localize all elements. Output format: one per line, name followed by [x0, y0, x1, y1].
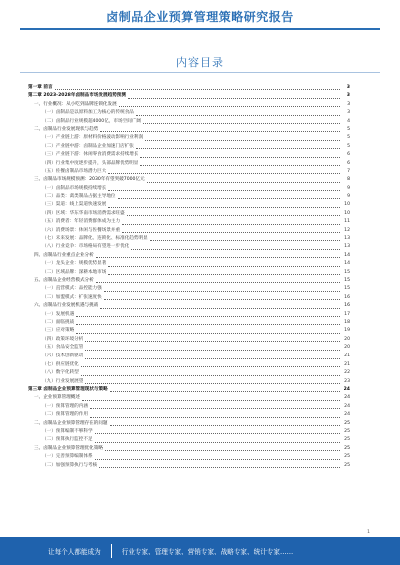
toc-leader-dots [90, 417, 340, 418]
footer-slogan: 让每个人都能成为 [48, 548, 101, 556]
toc-leader-dots [82, 400, 340, 401]
toc-entry[interactable] [28, 445, 350, 453]
toc-entry-page: 6 [347, 160, 350, 166]
toc-entry[interactable] [28, 260, 350, 268]
toc-entry-page: 16 [344, 294, 350, 300]
toc-leader-dots [136, 148, 340, 149]
toc-leader-dots [95, 442, 340, 443]
toc-entry-label: （三）产业链下游：休闲零食消费需求持续增长 [42, 152, 139, 158]
toc-entry[interactable] [28, 84, 350, 92]
toc-entry-page: 8 [347, 177, 350, 183]
toc-entry-label: （一）预算编制不够科学 [42, 429, 93, 434]
toc-entry-label: （二）加强预算执行与考核 [42, 462, 98, 468]
toc-leader-dots [128, 98, 340, 99]
toc-entry-label: （一）预算管理的内涵 [42, 403, 88, 409]
toc-entry-page: 20 [344, 345, 350, 351]
toc-entry[interactable] [28, 294, 350, 302]
toc-leader-dots [96, 282, 340, 283]
toc-entry[interactable] [28, 201, 350, 209]
toc-leader-dots [104, 291, 340, 292]
toc-entry-label: 五、卤制品企业经营模式分析 [34, 277, 94, 283]
toc-leader-dots [122, 224, 340, 225]
toc-entry-page: 11 [344, 219, 350, 225]
toc-entry-label: （七）供应链优化 [42, 361, 79, 367]
toc-entry-page: 3 [346, 84, 350, 90]
toc-entry-page: 14 [344, 261, 350, 267]
toc-entry-page: 25 [344, 429, 350, 434]
toc-leader-dots [95, 459, 340, 460]
toc-entry[interactable] [28, 269, 350, 277]
toc-entry-page: 24 [344, 412, 350, 418]
toc-entry[interactable] [28, 193, 350, 201]
toc-leader-dots [118, 198, 340, 199]
toc-entry-label: （四）区域：华东华南市场消费需求旺盛 [42, 210, 125, 216]
toc-entry-label: （二）预算管理的作用 [42, 412, 88, 418]
toc-entry[interactable] [28, 143, 350, 151]
toc-entry[interactable] [28, 168, 350, 176]
toc-entry-page: 25 [344, 420, 350, 426]
toc-entry-page: 22 [344, 370, 350, 376]
toc-leader-dots [76, 324, 340, 325]
toc-entry-label: （二）面临挑战 [42, 319, 75, 325]
toc-entry-page: 14 [344, 252, 350, 258]
page-number: 1 [367, 530, 370, 535]
toc-leader-dots [147, 182, 340, 183]
toc-entry[interactable] [28, 394, 350, 402]
toc-leader-dots [110, 391, 340, 392]
toc-entry-page: 25 [344, 462, 350, 468]
toc-entry-page: 6 [347, 152, 350, 158]
toc-entry-page: 10 [344, 202, 350, 208]
header-divider [20, 28, 380, 30]
toc-entry[interactable] [28, 176, 350, 184]
toc-leader-dots [99, 467, 340, 468]
toc-entry-label: （八）行业竞争：市场格局有望进一步优化 [42, 244, 130, 250]
toc-entry[interactable] [28, 151, 350, 159]
toc-leader-dots [95, 433, 340, 434]
toc-entry-label: 第一章 前言 [28, 84, 53, 90]
toc-entry-label: （四）行业集中度逐步提升，头部品牌优势明显 [42, 160, 139, 166]
toc-entry[interactable] [28, 277, 350, 285]
toc-entry-label: 三、卤制品市场规模预测：2030年有望突破7000亿元 [34, 177, 145, 183]
report-title: 卤制品企业预算管理策略研究报告 [106, 10, 294, 24]
toc-entry-page: 9 [347, 194, 350, 200]
toc-entry[interactable] [28, 353, 350, 361]
toc-entry[interactable] [28, 453, 350, 461]
toc-leader-dots [85, 341, 340, 342]
toc-entry-label: （一）卤制品市场规模持续增长 [42, 185, 107, 191]
toc-entry[interactable] [28, 428, 350, 436]
toc-entry-page: 15 [344, 286, 350, 292]
toc-entry-page: 15 [344, 269, 350, 275]
toc-entry[interactable] [28, 134, 350, 142]
toc-leader-dots [140, 157, 340, 158]
toc-entry-label: （二）产业链中游：卤制品企业加速门店扩张 [42, 143, 134, 149]
toc-entry-label: （六）技术创新驱动 [42, 353, 84, 359]
toc-leader-dots [110, 425, 340, 426]
toc-entry-label: （三）渠道：线上渠道快速发展 [42, 202, 107, 208]
toc-entry-label: （二）区域品牌：深耕本地市场 [42, 269, 107, 275]
toc-entry[interactable] [28, 319, 350, 327]
toc-entry-page: 12 [344, 227, 350, 233]
toc-entry[interactable] [28, 420, 350, 428]
toc-entry[interactable] [28, 185, 350, 193]
toc-entry-page: 17 [344, 311, 350, 317]
toc-entry-page: 5 [347, 126, 350, 132]
toc-entry[interactable] [28, 252, 350, 260]
footer-banner [0, 537, 400, 565]
toc-entry[interactable] [28, 378, 350, 386]
toc-entry-page: 15 [344, 277, 350, 283]
toc-entry-page: 3 [347, 101, 350, 107]
toc-entry[interactable] [28, 369, 350, 377]
toc-leader-dots [119, 106, 340, 107]
toc-entry-label: （五）食品安全监管 [42, 345, 84, 351]
toc-entry-label: （二）卤制品行业规模超4000亿，市场空间广阔 [42, 118, 141, 124]
toc-leader-dots [131, 249, 340, 250]
toc-leader-dots [108, 274, 340, 275]
toc-leader-dots [108, 190, 340, 191]
toc-entry-page: 5 [347, 143, 350, 149]
toc-entry-label: 第三章 卤制品企业预算管理现状与策略 [28, 387, 108, 393]
toc-leader-dots [127, 215, 340, 216]
toc-entry-label: （二）品类：禽类制品占据主导地位 [42, 194, 116, 200]
toc-entry-page: 25 [344, 454, 350, 460]
toc-leader-dots [85, 358, 340, 359]
toc-leader-dots [76, 333, 340, 334]
toc-entry-page: 21 [344, 353, 350, 359]
toc-entry-label: 一、行业概况：从小吃到品牌连锁化发展 [34, 101, 117, 107]
toc-entry[interactable] [28, 344, 350, 352]
toc-entry-page: 23 [344, 378, 350, 384]
toc-entry-label: （一）卤制品是以原料加工为核心的传统食品 [42, 110, 134, 116]
toc-entry-page: 21 [344, 361, 350, 367]
toc-entry[interactable] [28, 336, 350, 344]
toc-entry[interactable] [28, 411, 350, 419]
toc-entry-page: 25 [344, 445, 350, 451]
toc-title: 内容目录 [176, 56, 224, 69]
toc-leader-dots [105, 450, 340, 451]
toc-entry-label: （二）加盟模式：扩张速度快 [42, 294, 102, 300]
toc-entry[interactable] [28, 327, 350, 335]
toc-leader-dots [140, 165, 340, 166]
toc-entry-page: 5 [347, 135, 350, 141]
toc-entry-label: （一）龙头企业：规模优势显著 [42, 261, 107, 267]
footer-separator [111, 544, 112, 558]
footer-expert-list: 行业专家、管理专家、营销专家、战略专家、统计专家…… [121, 548, 294, 556]
toc-entry-label: （一）直营模式：品控能力强 [42, 286, 102, 292]
toc-leader-dots [55, 89, 340, 90]
toc-leader-dots [76, 316, 340, 317]
toc-leader-dots [145, 140, 340, 141]
toc-leader-dots [100, 131, 340, 132]
toc-leader-dots [136, 115, 340, 116]
toc-leader-dots [108, 207, 340, 208]
toc-entry-label: （五）消费者：年轻消费群体成为主力 [42, 219, 121, 225]
toc-entry-label: 六、卤制品行业发展机遇与挑战 [34, 303, 99, 309]
toc-entry-label: （一）完善预算编制体系 [42, 454, 93, 460]
toc-leader-dots [85, 383, 340, 384]
toc-entry-label: （九）行业发展展望 [42, 378, 84, 384]
toc-entry-page: 20 [344, 336, 350, 342]
toc-entry[interactable] [28, 101, 350, 109]
toc-entry-page: 3 [347, 110, 350, 116]
toc-entry[interactable] [28, 218, 350, 226]
toc-leader-dots [122, 232, 340, 233]
toc-leader-dots [108, 266, 340, 267]
toc-entry[interactable] [28, 403, 350, 411]
toc-entry-page: 18 [344, 319, 350, 325]
table-of-contents [28, 84, 350, 470]
toc-entry-label: 三、卤制品企业预算管理优化策略 [34, 445, 103, 451]
toc-entry-label: （六）消费场景：休闲与佐餐场景并重 [42, 227, 121, 233]
toc-entry-label: （一）发展机遇 [42, 311, 75, 317]
toc-entry[interactable] [28, 227, 350, 235]
toc-leader-dots [108, 173, 340, 174]
toc-entry-label: 一、企业预算管理概述 [34, 395, 80, 401]
toc-entry-label: （三）应对策略 [42, 328, 75, 334]
toc-entry-page: 13 [344, 236, 350, 242]
toc-leader-dots [96, 257, 340, 258]
toc-leader-dots [150, 240, 340, 241]
toc-entry[interactable] [28, 160, 350, 168]
toc-entry-page: 13 [344, 244, 350, 250]
toc-entry[interactable] [28, 436, 350, 444]
toc-entry[interactable] [28, 243, 350, 251]
toc-entry-page: 19 [344, 328, 350, 334]
toc-leader-dots [90, 408, 340, 409]
toc-leader-dots [81, 375, 340, 376]
toc-entry-label: 二、卤制品企业预算管理存在的问题 [34, 420, 108, 426]
toc-entry[interactable] [28, 210, 350, 218]
toc-entry-label: （八）数字化转型 [42, 370, 79, 376]
toc-entry-label: （七）未来发展：品牌化、连锁化、标准化趋势明显 [42, 236, 148, 242]
toc-entry[interactable] [28, 92, 350, 100]
toc-title-divider [20, 72, 380, 73]
toc-entry[interactable] [28, 462, 350, 470]
toc-entry[interactable] [28, 361, 350, 369]
toc-leader-dots [85, 350, 340, 351]
toc-entry-label: （四）政策环境分析 [42, 336, 84, 342]
toc-entry-page: 9 [347, 185, 350, 191]
toc-entry-page: 10 [344, 210, 350, 216]
toc-leader-dots [143, 123, 340, 124]
toc-leader-dots [100, 308, 340, 309]
toc-entry-label: 第二章 2023-2028年卤制品市场发展趋势预测 [28, 93, 126, 99]
toc-entry-label: 二、卤制品行业发展现状与趋势 [34, 126, 99, 132]
toc-entry[interactable] [28, 302, 350, 310]
toc-entry-label: （一）产业链上游：原材料价格波动影响行业利润 [42, 135, 144, 141]
toc-entry-label: 四、卤制品行业重点企业分析 [34, 252, 94, 258]
toc-entry-page: 24 [343, 387, 350, 393]
toc-leader-dots [81, 366, 340, 367]
toc-entry[interactable] [28, 235, 350, 243]
toc-entry-page: 7 [347, 168, 350, 174]
toc-entry[interactable] [28, 311, 350, 319]
toc-entry-page: 3 [346, 93, 350, 99]
toc-entry[interactable] [28, 109, 350, 117]
toc-leader-dots [104, 299, 340, 300]
toc-entry[interactable] [28, 126, 350, 134]
toc-entry-page: 24 [344, 395, 350, 401]
toc-entry-page: 4 [347, 118, 350, 124]
toc-entry-page: 24 [344, 403, 350, 409]
toc-entry-label: （五）佐餐卤制品市场潜力巨大 [42, 168, 107, 174]
toc-entry[interactable] [28, 118, 350, 126]
toc-entry-label: （二）预算执行监控不足 [42, 437, 93, 443]
toc-entry[interactable] [28, 386, 350, 394]
toc-entry-page: 16 [344, 303, 350, 309]
toc-entry-page: 25 [344, 437, 350, 443]
toc-entry[interactable] [28, 285, 350, 293]
